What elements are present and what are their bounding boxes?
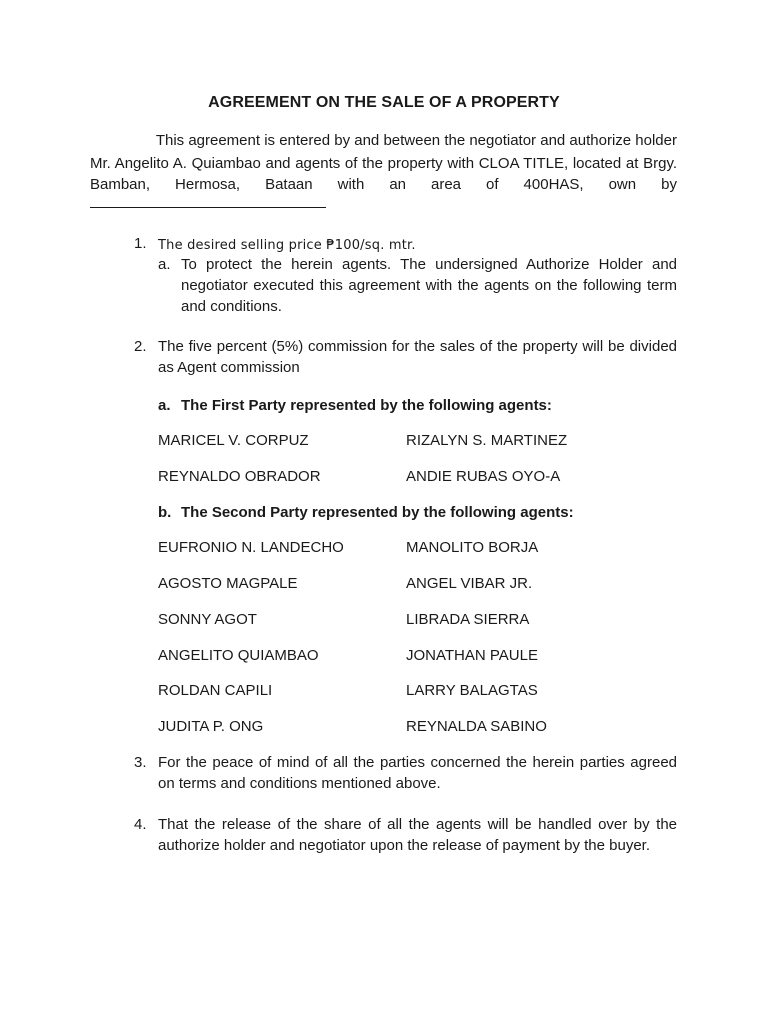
agent-name: EUFRONIO N. LANDECHO	[158, 539, 344, 556]
agent-name: JUDITA P. ONG	[158, 718, 264, 735]
agent-name: SONNY AGOT	[158, 611, 257, 628]
item-3-text: For the peace of mind of all the parties concerned the herein parties agreed on terms and conditions mentioned above.	[158, 754, 677, 792]
item-3-number: 3.	[134, 754, 147, 771]
second-party-heading: The Second Party represented by the following agents:	[181, 504, 574, 521]
intro-line-1: This agreement is entered by and between the negotiator and authorize holder	[155, 132, 677, 149]
item-4-number: 4.	[134, 816, 147, 833]
agent-name: REYNALDO OBRADOR	[158, 468, 321, 485]
intro-line-2	[90, 153, 677, 174]
agent-name: AGOSTO MAGPALE	[158, 575, 298, 592]
item-1a-label: a.	[158, 256, 171, 273]
intro-word: Bamban,	[90, 176, 151, 193]
item-2-number: 2.	[134, 338, 147, 355]
agent-name: MARICEL V. CORPUZ	[158, 432, 309, 449]
intro-word: Bataan	[265, 176, 313, 193]
agent-name: RIZALYN S. MARTINEZ	[406, 432, 568, 449]
intro-word: Hermosa,	[175, 176, 241, 193]
item-1-number: 1.	[134, 235, 147, 252]
item-2-text: The five percent (5%) commission for the sales of the property will be divided as Agent commission	[158, 338, 677, 376]
owner-blank-line	[90, 207, 326, 208]
item-1a-text: To protect the herein agents. The undersigned Authorize Holder and negotiator executed this agreement with the agents on the following term and conditions.	[181, 256, 677, 315]
agent-name: ANGEL VIBAR JR.	[406, 575, 533, 592]
intro-word: an	[389, 176, 406, 193]
agent-name: ANDIE RUBAS OYO-A	[406, 468, 561, 485]
item-4-text: That the release of the share of all the agents will be handled over by the authorize holder and negotiator upon the release of payment by the buyer.	[158, 816, 677, 854]
intro-line-2-text: Mr. Angelito A. Quiambao and agents of the property with CLOA TITLE, located at Brgy.	[90, 155, 677, 172]
document-title: AGREEMENT ON THE SALE OF A PROPERTY	[208, 94, 560, 111]
intro-word: with	[337, 176, 365, 193]
intro-word: 400HAS,	[523, 176, 584, 193]
agent-name: LARRY BALAGTAS	[406, 682, 538, 699]
agent-name: REYNALDA SABINO	[406, 718, 547, 735]
intro-word: area	[431, 176, 462, 193]
intro-line-3	[90, 174, 677, 195]
agent-name: MANOLITO BORJA	[406, 539, 539, 556]
item-1-text: The desired selling price ₱100/sq. mtr.	[158, 238, 416, 253]
intro-word: by	[661, 176, 677, 193]
intro-word: own	[608, 176, 637, 193]
agent-name: JONATHAN PAULE	[406, 647, 538, 664]
agent-name: LIBRADA SIERRA	[406, 611, 530, 628]
intro-word: of	[486, 176, 499, 193]
second-party-label: b.	[158, 504, 172, 521]
agent-name: ANGELITO QUIAMBAO	[158, 647, 319, 664]
first-party-heading: The First Party represented by the following agents:	[181, 397, 552, 414]
agent-name: ROLDAN CAPILI	[158, 682, 273, 699]
first-party-label: a.	[158, 397, 171, 414]
